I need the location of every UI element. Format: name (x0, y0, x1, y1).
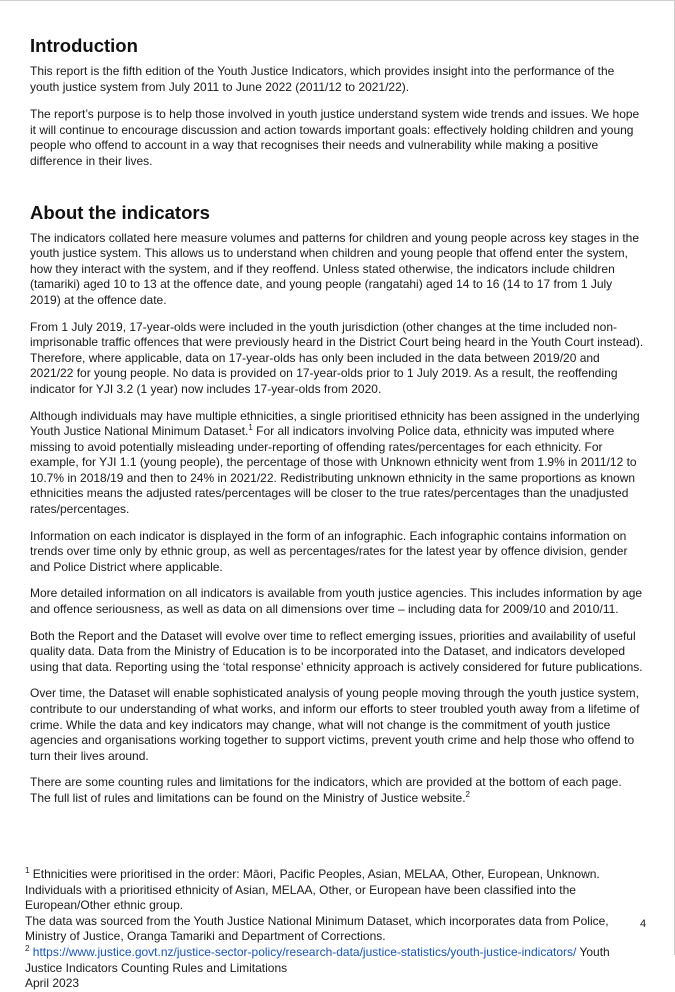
introduction-paragraph-2: The report’s purpose is to help those involved in youth justice understand system wide trends and issues. We hope it will continue to encourage discussion and action towards important goals: effectively holding children and young people who offend to account in a way that recognises their needs and vulnerability while making a positive difference in their lives. (30, 107, 640, 168)
footnote-ref-2[interactable]: 2 (465, 789, 470, 799)
about-paragraph-1: The indicators collated here measure volumes and patterns for children and young people across key stages in the youth justice system. This allows us to understand when children and young people that offend enter the system, how they interact with the system, and if they reoffend. Unless stated otherwise, the indicators include children (tamariki) aged 10 to 13 at the offence date, and young people (rangatahi) aged 14 to 16 (14 to 17 from 1 July 2019) at the offence date. (30, 230, 640, 307)
publication-date: April 2023 (25, 976, 80, 991)
introduction-paragraph-1: This report is the fifth edition of the Youth Justice Indicators, which provides insight into the performance of the youth justice system from July 2011 to June 2022 (2011/12 to 2021/22). (30, 64, 615, 94)
justice-website-link[interactable]: https://www.justice.govt.nz/justice-sector-policy/research-data/justice-statistics/youth-justice-indicators/ (32, 944, 577, 959)
about-indicators-heading: About the indicators (30, 201, 210, 223)
footnotes (25, 867, 645, 992)
about-paragraph-3-text-a: Although individuals may have multiple ethnicities, a single prioritised ethnicity has been assigned in the underlying Youth Justice National Minimum Dataset. (30, 408, 640, 439)
footnote-1-mark: 1 (25, 866, 30, 875)
footnote-2-text: Youth Justice Indicators Counting Rules and Limitations (25, 944, 610, 975)
page-border-top (0, 0, 675, 1)
introduction-section (30, 34, 645, 170)
about-paragraph-3 (30, 409, 645, 518)
document-page (30, 34, 645, 807)
about-paragraph-6: Both the Report and the Dataset will evolve over time to reflect emerging issues, priorities and availability of useful quality data. Data from the Ministry of Education is to be incorporated into the Dataset, and indicators developed using that data. Reporting using the ‘total response’ ethnicity approach is actively considered for future publications. (30, 628, 643, 674)
footnote-2 (25, 945, 645, 976)
footnote-1 (25, 867, 645, 914)
about-paragraph-4: Information on each indicator is displayed in the form of an infographic. Each infographic contains information on trends over time only by ethnic group, as well as percentages/rates for the latest year by offence division, gender and Police District where applicable. (30, 528, 628, 574)
introduction-heading: Introduction (30, 35, 138, 56)
footnote-ref-1[interactable]: 1 (248, 423, 253, 433)
about-paragraph-7: Over time, the Dataset will enable sophisticated analysis of young people moving through the youth justice system, contribute to our understanding of what works, and inform our efforts to steer troubled youth away from a lifetime of crime. While the data and key indicators may change, what will not change is the commitment of youth justice agencies and organisations working together to support victims, prevent youth crime and help those who offend to turn their lives around. (30, 686, 640, 763)
about-paragraph-8 (30, 775, 645, 806)
about-paragraph-3-text-b: For all indicators involving Police data, ethnicity was imputed where missing to avoid potentially misleading under-reporting of offending rates/percentages for each ethnicity. For example, for YJI 1.1 (young people), the percentage of those with Unknown ethnicity went from 1.9% in 2011/12 to 10.7% in 2018/19 and then to 24% in 2021/22. Redistributing unknown ethnicity in the same proportions as known ethnicities means the adjusted rates/percentages will be closer to the true rates/percentages than the unadjusted rates/percentages. (30, 424, 637, 517)
about-indicators-section (30, 201, 645, 807)
about-paragraph-8-text: There are some counting rules and limitations for the indicators, which are provided at the bottom of each page. The full list of rules and limitations can be found on the Ministry of Justice website. (30, 775, 622, 805)
page-number: 4 (640, 918, 647, 930)
about-paragraph-5: More detailed information on all indicators is available from youth justice agencies. This includes information by age and offence seriousness, as well as data on all dimensions over time – including data for 2009/10 and 2010/11. (30, 586, 643, 617)
footnote-1-text: Ethnicities were prioritised in the order: Māori, Pacific Peoples, Asian, MELAA, Other, European, Unknown. Individuals with a prioritised ethnicity of Asian, MELAA, Other, or European have been classified into the European/Other ethnic group. (25, 867, 600, 913)
footnote-2-mark: 2 (25, 943, 30, 953)
footnote-source: The data was sourced from the Youth Justice National Minimum Dataset, which incorporates data from Police, Ministry of Justice, Oranga Tamariki and Department of Corrections. (25, 913, 609, 944)
about-paragraph-2: From 1 July 2019, 17-year-olds were included in the youth jurisdiction (other changes at the time included non-imprisonable traffic offences that were previously heard in the District Court being heard in the Youth Court instead). Therefore, where applicable, data on 17-year-olds has only been included in the data between 2019/20 and 2021/22 for young people. No data is provided on 17-year-olds prior to 1 July 2019. As a result, the reoffending indicator for YJI 3.2 (1 year) now includes 17-year-olds from 2020. (30, 319, 644, 396)
